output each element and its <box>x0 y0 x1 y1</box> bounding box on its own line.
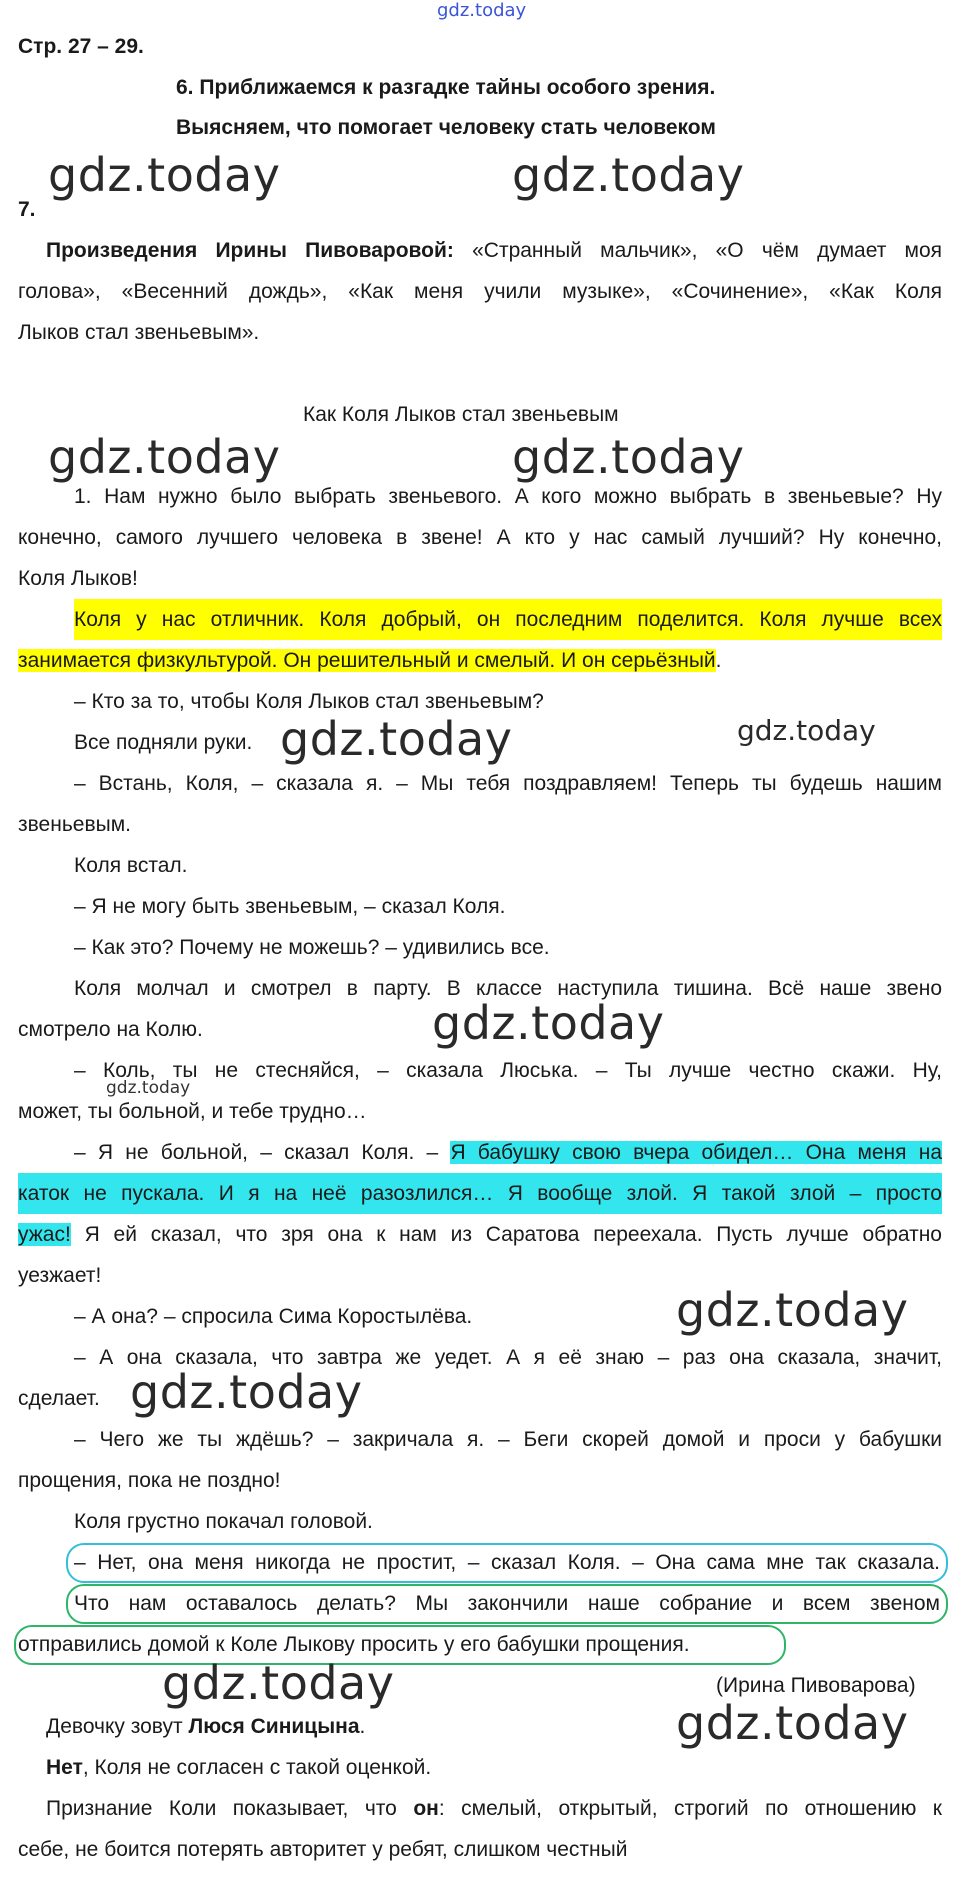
girl-name: Люся Синицына <box>188 1715 360 1738</box>
story-author: (Ирина Пивоварова) <box>716 1674 916 1697</box>
story-line: может, ты больной, и тебе трудно… <box>18 1100 367 1123</box>
watermark: gdz.today <box>676 1283 909 1337</box>
works-label: Произведения Ирины Пивоваровой: <box>46 239 454 262</box>
story-line: – Чего же ты ждёшь? – закричала я. – Беги скорей домой и проси у бабушки <box>74 1428 942 1451</box>
watermark-top: gdz.today <box>437 0 527 21</box>
story-line: – Я не могу быть звеньевым, – сказал Коля. <box>74 895 506 918</box>
watermark: gdz.today <box>737 714 876 747</box>
task-number: 7. <box>18 198 36 221</box>
answer-he: он <box>413 1797 439 1820</box>
works-line2: голова», «Весенний дождь», «Как меня учили музыке», «Сочинение», «Как Коля <box>18 280 942 303</box>
story-line: Коля грустно покачал головой. <box>74 1510 373 1533</box>
works-line1 <box>46 230 942 271</box>
highlight-yellow-line2 <box>18 640 722 681</box>
story-line: отправились домой к Коле Лыкову просить у его бабушки прощения. <box>18 1633 690 1656</box>
story-line: Что нам оставалось делать? Мы закончили наше собрание и всем звеном <box>74 1592 940 1615</box>
story-line: 1. Нам нужно было выбрать звеньевого. А кого можно выбрать в звеньевые? Ну <box>74 485 942 508</box>
story-line: сделает. <box>18 1387 100 1410</box>
story-line: – Нет, она меня никогда не простит, – сказал Коля. – Она сама мне так сказала. <box>74 1551 940 1574</box>
story-line: прощения, пока не поздно! <box>18 1469 281 1492</box>
period: . <box>715 649 722 672</box>
highlight-cyan-end: ужас! <box>18 1223 71 1246</box>
story-line: – Встань, Коля, – сказала я. – Мы тебя поздравляем! Теперь ты будешь нашим <box>74 772 942 795</box>
answer-3-line1: Признание Коли показывает, что он: смелый, открытый, строгий по отношению к <box>46 1797 942 1820</box>
watermark-small: gdz.today <box>106 1078 191 1098</box>
watermark: gdz.today <box>512 148 745 202</box>
answer-no: Нет <box>46 1756 83 1779</box>
story-line: Коля Лыков! <box>18 567 138 590</box>
watermark: gdz.today <box>432 996 665 1050</box>
answer-2: Нет, Коля не согласен с такой оценкой. <box>46 1756 432 1779</box>
story-line: конечно, самого лучшего человека в звене! А кто у нас самый лучший? Ну конечно, <box>18 526 942 549</box>
highlight-yellow-text: занимается физкультурой. Он решительный и смелый. И он серьёзный <box>18 649 716 672</box>
page-range: Стр. 27 – 29. <box>18 35 144 58</box>
watermark: gdz.today <box>676 1696 909 1750</box>
highlight-cyan-line1 <box>74 1132 942 1173</box>
story-line: – А она? – спросила Сима Коростылёва. <box>74 1305 473 1328</box>
watermark: gdz.today <box>280 712 513 766</box>
watermark: gdz.today <box>48 430 281 484</box>
story-line: – Коль, ты не стесняйся, – сказала Люська. – Ты лучше честно скажи. Ну, <box>74 1059 942 1082</box>
highlight-cyan-text: Я бабушку свою вчера обидел… Она меня на <box>450 1141 943 1164</box>
section-title-line2: Выясняем, что помогает человеку стать человеком <box>176 116 716 139</box>
speech-start: – Я не больной, – сказал Коля. – <box>74 1141 451 1164</box>
works-line3: Лыков стал звеньевым». <box>18 321 260 344</box>
story-line: уезжает! <box>18 1264 102 1287</box>
story-line: Все подняли руки. <box>74 731 253 754</box>
highlight-cyan-line3 <box>18 1214 942 1255</box>
watermark: gdz.today <box>162 1656 395 1710</box>
story-line-rest: Я ей сказал, что зря она к нам из Саратова переехала. Пусть лучше обратно <box>70 1223 942 1246</box>
watermark: gdz.today <box>48 148 281 202</box>
highlight-cyan-line2: каток не пускала. И я на неё разозлился… Я вообще злой. Я такой злой – просто <box>18 1173 942 1214</box>
section-title-line1: 6. Приближаемся к разгадке тайны особого зрения. <box>176 76 716 99</box>
story-line: Коля молчал и смотрел в парту. В классе наступила тишина. Всё наше звено <box>74 977 942 1000</box>
watermark: gdz.today <box>512 430 745 484</box>
watermark: gdz.today <box>130 1365 363 1419</box>
story-line: – А она сказала, что завтра же уедет. А я её знаю – раз она сказала, значит, <box>74 1346 942 1369</box>
story-line: Коля встал. <box>74 854 188 877</box>
story-line: смотрело на Колю. <box>18 1018 203 1041</box>
works-list-part1: «Странный мальчик», «О чём думает моя <box>472 239 942 262</box>
answer-1: Девочку зовут Люся Синицына. <box>46 1715 366 1738</box>
story-title: Как Коля Лыков стал звеньевым <box>303 403 619 426</box>
story-line: – Как это? Почему не можешь? – удивились все. <box>74 936 550 959</box>
answer-3-line2: себе, не боится потерять авторитет у ребят, слишком честный <box>18 1838 628 1861</box>
story-line: звеньевым. <box>18 813 131 836</box>
highlight-yellow-line1: Коля у нас отличник. Коля добрый, он последним поделится. Коля лучше всех <box>74 599 942 640</box>
story-line: – Кто за то, чтобы Коля Лыков стал звеньевым? <box>74 690 544 713</box>
